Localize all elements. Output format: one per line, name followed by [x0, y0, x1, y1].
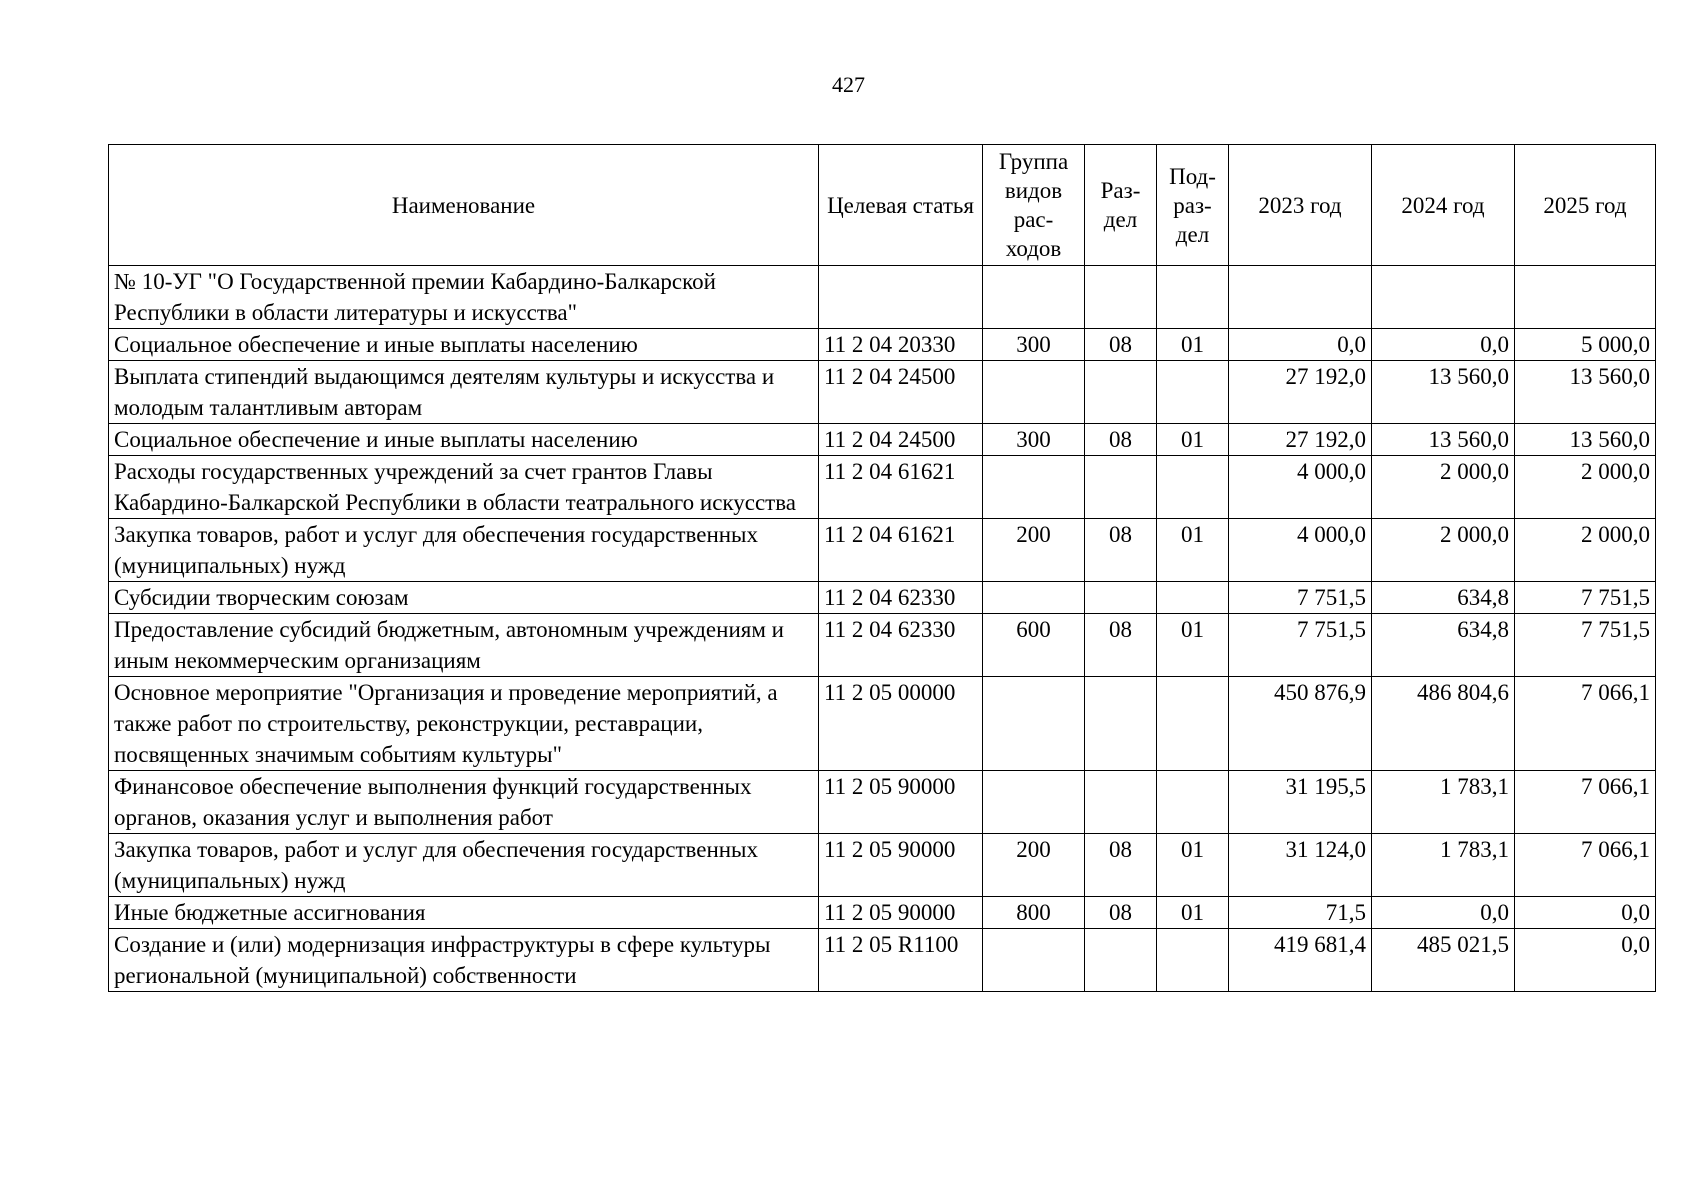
cell-year-2024: 634,8 [1372, 582, 1515, 614]
cell-year-2025: 13 560,0 [1515, 424, 1656, 456]
cell-section: 08 [1085, 329, 1157, 361]
cell-target-article: 11 2 05 00000 [819, 677, 983, 771]
cell-expense-group [983, 771, 1085, 834]
cell-year-2023: 7 751,5 [1229, 582, 1372, 614]
header-target-article: Целевая статья [819, 145, 983, 266]
cell-section [1085, 677, 1157, 771]
cell-section [1085, 771, 1157, 834]
header-year-2024: 2024 год [1372, 145, 1515, 266]
cell-year-2024: 2 000,0 [1372, 456, 1515, 519]
cell-subsection: 01 [1157, 519, 1229, 582]
cell-expense-group: 300 [983, 329, 1085, 361]
cell-name: Предоставление субсидий бюджетным, автономным учреждениям и иным некоммерческим организациям [109, 614, 819, 677]
cell-year-2025: 0,0 [1515, 929, 1656, 992]
table-row [109, 897, 1656, 929]
cell-section [1085, 929, 1157, 992]
cell-expense-group: 800 [983, 897, 1085, 929]
cell-year-2025: 13 560,0 [1515, 361, 1656, 424]
cell-name: Финансовое обеспечение выполнения функций государственных органов, оказания услуг и выполнения работ [109, 771, 819, 834]
cell-subsection: 01 [1157, 329, 1229, 361]
cell-section: 08 [1085, 519, 1157, 582]
cell-expense-group [983, 929, 1085, 992]
cell-expense-group [983, 677, 1085, 771]
cell-name: Выплата стипендий выдающимся деятелям культуры и искусства и молодым талантливым авторам [109, 361, 819, 424]
cell-year-2023 [1229, 266, 1372, 329]
cell-subsection [1157, 929, 1229, 992]
cell-section [1085, 456, 1157, 519]
cell-target-article: 11 2 04 62330 [819, 614, 983, 677]
cell-year-2023: 31 195,5 [1229, 771, 1372, 834]
cell-year-2023: 419 681,4 [1229, 929, 1372, 992]
cell-year-2025: 5 000,0 [1515, 329, 1656, 361]
cell-year-2025: 0,0 [1515, 897, 1656, 929]
cell-year-2025: 7 066,1 [1515, 834, 1656, 897]
table-row [109, 266, 1656, 329]
table-row [109, 424, 1656, 456]
table-row [109, 582, 1656, 614]
cell-year-2025 [1515, 266, 1656, 329]
cell-year-2025: 7 751,5 [1515, 582, 1656, 614]
cell-expense-group: 200 [983, 519, 1085, 582]
table-row [109, 361, 1656, 424]
cell-section [1085, 361, 1157, 424]
cell-target-article: 11 2 04 24500 [819, 424, 983, 456]
cell-expense-group: 300 [983, 424, 1085, 456]
table-header-row [109, 145, 1656, 266]
cell-year-2025: 7 066,1 [1515, 771, 1656, 834]
cell-year-2023: 27 192,0 [1229, 424, 1372, 456]
cell-year-2023: 0,0 [1229, 329, 1372, 361]
cell-year-2023: 4 000,0 [1229, 456, 1372, 519]
cell-name: № 10-УГ "О Государственной премии Кабардино-Балкарской Республики в области литературы и искусства" [109, 266, 819, 329]
table-row [109, 456, 1656, 519]
header-subsection: Под-раз-дел [1157, 145, 1229, 266]
cell-year-2023: 27 192,0 [1229, 361, 1372, 424]
cell-year-2023: 7 751,5 [1229, 614, 1372, 677]
table-row [109, 614, 1656, 677]
cell-target-article [819, 266, 983, 329]
cell-subsection [1157, 456, 1229, 519]
cell-year-2023: 450 876,9 [1229, 677, 1372, 771]
cell-year-2025: 7 066,1 [1515, 677, 1656, 771]
cell-year-2025: 7 751,5 [1515, 614, 1656, 677]
cell-year-2024: 486 804,6 [1372, 677, 1515, 771]
cell-expense-group: 200 [983, 834, 1085, 897]
cell-subsection [1157, 361, 1229, 424]
cell-name: Социальное обеспечение и иные выплаты населению [109, 424, 819, 456]
cell-name: Закупка товаров, работ и услуг для обеспечения государственных (муниципальных) нужд [109, 834, 819, 897]
cell-name: Субсидии творческим союзам [109, 582, 819, 614]
cell-target-article: 11 2 05 90000 [819, 834, 983, 897]
cell-subsection [1157, 771, 1229, 834]
cell-section: 08 [1085, 834, 1157, 897]
header-section: Раз-дел [1085, 145, 1157, 266]
cell-year-2024: 2 000,0 [1372, 519, 1515, 582]
cell-subsection: 01 [1157, 424, 1229, 456]
cell-expense-group [983, 361, 1085, 424]
header-expense-group: Группа видов рас-ходов [983, 145, 1085, 266]
cell-subsection [1157, 677, 1229, 771]
cell-expense-group [983, 266, 1085, 329]
cell-year-2024: 0,0 [1372, 897, 1515, 929]
cell-year-2024: 634,8 [1372, 614, 1515, 677]
cell-target-article: 11 2 04 24500 [819, 361, 983, 424]
cell-expense-group: 600 [983, 614, 1085, 677]
header-name: Наименование [109, 145, 819, 266]
cell-subsection [1157, 266, 1229, 329]
cell-year-2023: 4 000,0 [1229, 519, 1372, 582]
table-body [109, 266, 1656, 992]
cell-subsection [1157, 582, 1229, 614]
cell-year-2025: 2 000,0 [1515, 456, 1656, 519]
cell-target-article: 11 2 04 61621 [819, 456, 983, 519]
cell-section: 08 [1085, 897, 1157, 929]
cell-year-2024: 1 783,1 [1372, 771, 1515, 834]
cell-target-article: 11 2 05 90000 [819, 771, 983, 834]
cell-subsection: 01 [1157, 614, 1229, 677]
cell-year-2023: 31 124,0 [1229, 834, 1372, 897]
cell-year-2024 [1372, 266, 1515, 329]
table-row [109, 771, 1656, 834]
cell-section [1085, 582, 1157, 614]
cell-name: Иные бюджетные ассигнования [109, 897, 819, 929]
cell-year-2025: 2 000,0 [1515, 519, 1656, 582]
cell-year-2024: 13 560,0 [1372, 361, 1515, 424]
cell-year-2024: 485 021,5 [1372, 929, 1515, 992]
page-number: 427 [832, 72, 865, 97]
cell-year-2024: 0,0 [1372, 329, 1515, 361]
cell-year-2023: 71,5 [1229, 897, 1372, 929]
cell-target-article: 11 2 04 61621 [819, 519, 983, 582]
cell-section: 08 [1085, 614, 1157, 677]
cell-name: Создание и (или) модернизация инфраструктуры в сфере культуры региональной (муниципальной) собственности [109, 929, 819, 992]
cell-expense-group [983, 582, 1085, 614]
cell-expense-group [983, 456, 1085, 519]
cell-name: Социальное обеспечение и иные выплаты населению [109, 329, 819, 361]
cell-subsection: 01 [1157, 834, 1229, 897]
header-year-2025: 2025 год [1515, 145, 1656, 266]
table-row [109, 929, 1656, 992]
cell-target-article: 11 2 05 90000 [819, 897, 983, 929]
cell-name: Расходы государственных учреждений за счет грантов Главы Кабардино-Балкарской Республики в области театрального искусства [109, 456, 819, 519]
cell-name: Закупка товаров, работ и услуг для обеспечения государственных (муниципальных) нужд [109, 519, 819, 582]
cell-year-2024: 1 783,1 [1372, 834, 1515, 897]
table-row [109, 834, 1656, 897]
cell-section [1085, 266, 1157, 329]
table-row [109, 519, 1656, 582]
cell-name: Основное мероприятие "Организация и проведение мероприятий, а также работ по строительству, реконструкции, реставрации, посвященных значимым событиям культуры" [109, 677, 819, 771]
cell-target-article: 11 2 04 20330 [819, 329, 983, 361]
cell-target-article: 11 2 05 R1100 [819, 929, 983, 992]
cell-year-2024: 13 560,0 [1372, 424, 1515, 456]
header-year-2023: 2023 год [1229, 145, 1372, 266]
table-row [109, 677, 1656, 771]
cell-subsection: 01 [1157, 897, 1229, 929]
cell-section: 08 [1085, 424, 1157, 456]
budget-table [108, 144, 1656, 992]
table-row [109, 329, 1656, 361]
cell-target-article: 11 2 04 62330 [819, 582, 983, 614]
